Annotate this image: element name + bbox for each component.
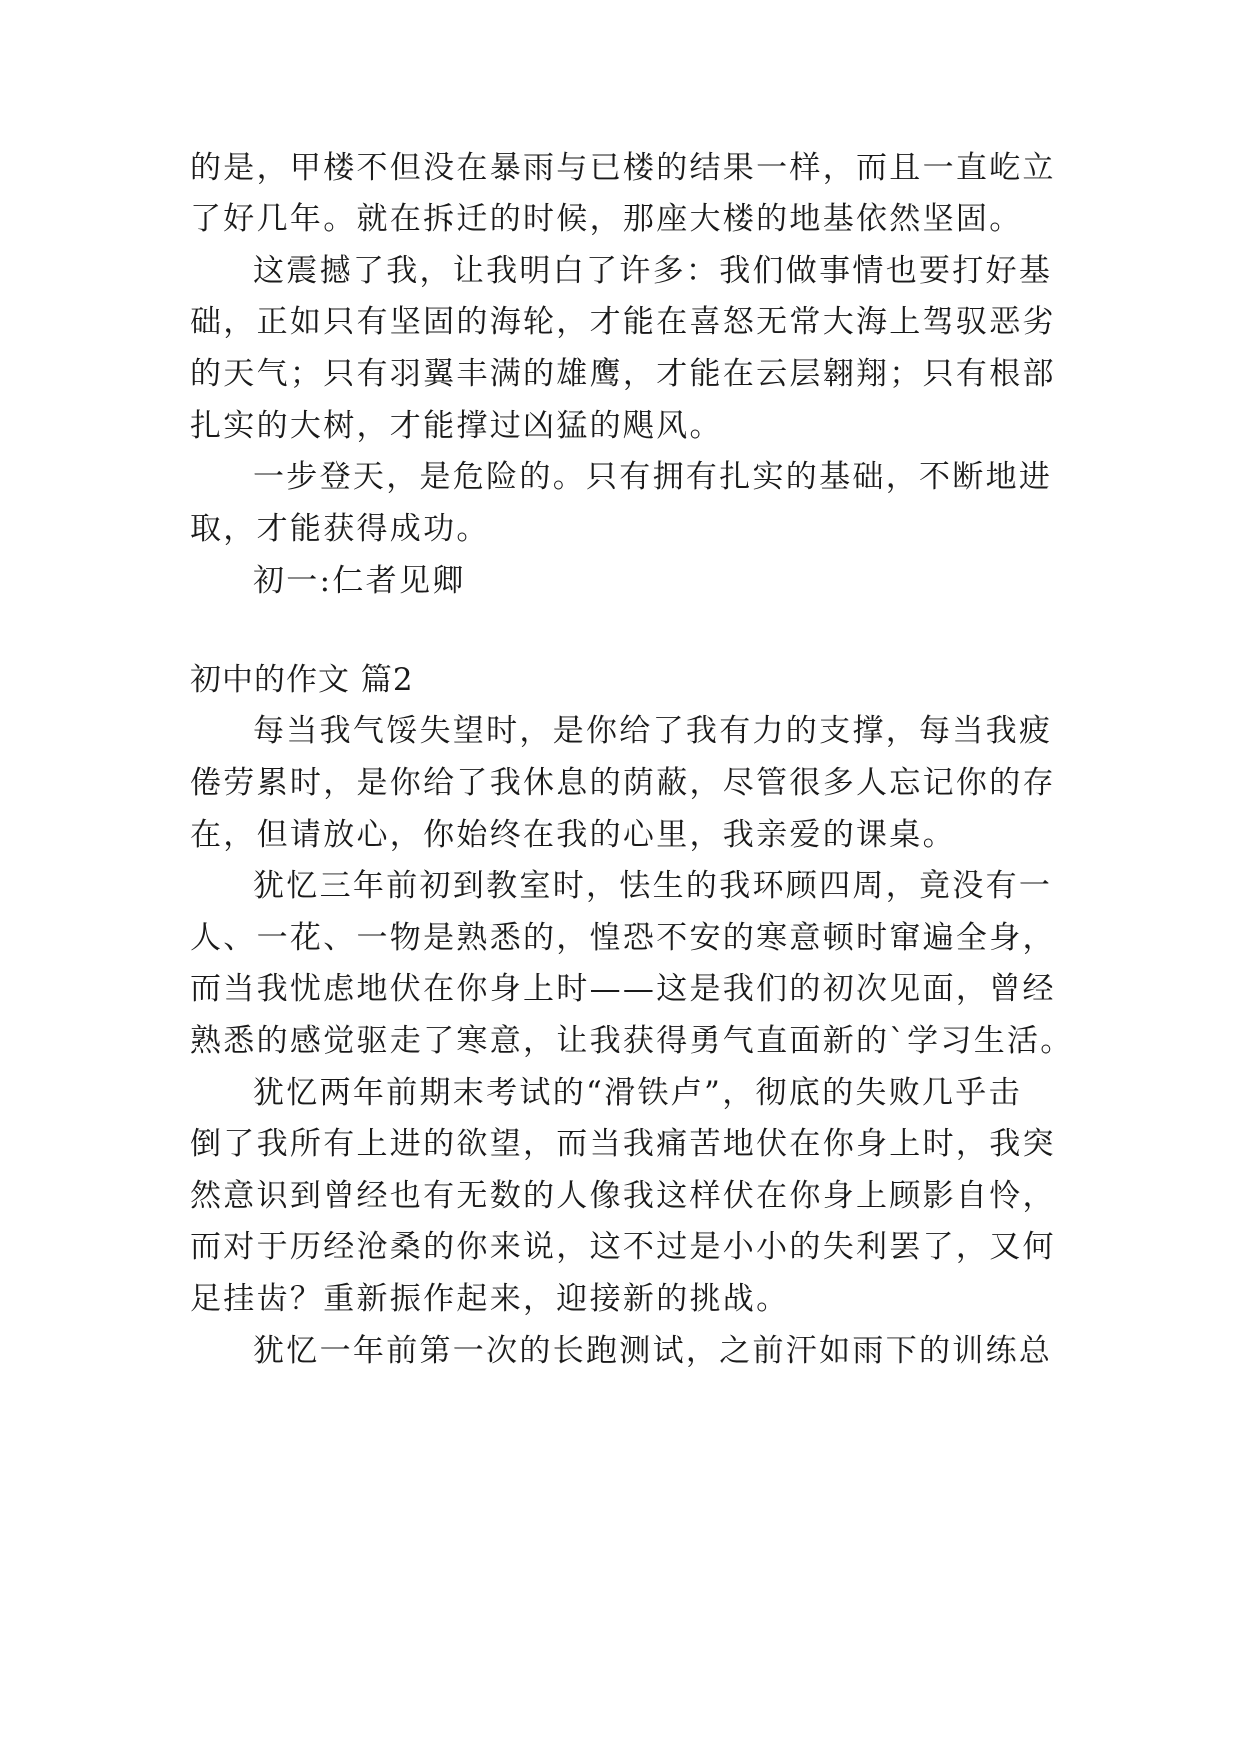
- paragraph-line: 犹忆一年前第一次的长跑测试，之前汗如雨下的训练总: [253, 1333, 1053, 1369]
- author-signature: 初一:仁者见卿: [253, 563, 466, 599]
- paragraph-line: 而对于历经沧桑的你来说，这不过是小小的失利罢了，又何: [190, 1229, 1056, 1265]
- paragraph-line: 在，但请放心，你始终在我的心里，我亲爱的课桌。: [190, 817, 956, 853]
- paragraph-line: 这震撼了我，让我明白了许多：我们做事情也要打好基: [253, 253, 1053, 289]
- paragraph-line: 足挂齿？重新振作起来，迎接新的挑战。: [190, 1281, 790, 1317]
- paragraph-line: 了好几年。就在拆迁的时候，那座大楼的地基依然坚固。: [190, 201, 1023, 237]
- paragraph-line: 一步登天，是危险的。只有拥有扎实的基础，不断地进: [253, 459, 1053, 495]
- paragraph-line: 取，才能获得成功。: [190, 511, 490, 547]
- section-heading: 初中的作文 篇2: [190, 662, 414, 698]
- paragraph-line: 熟悉的感觉驱走了寒意，让我获得勇气直面新的`学习生活。: [190, 1023, 1074, 1059]
- paragraph-line: 扎实的大树，才能撑过凶猛的飓风。: [190, 408, 723, 444]
- paragraph-line: 的天气；只有羽翼丰满的雄鹰，才能在云层翱翔；只有根部: [190, 356, 1056, 392]
- paragraph-line: 倒了我所有上进的欲望，而当我痛苦地伏在你身上时，我突: [190, 1126, 1056, 1162]
- paragraph-line: 犹忆三年前初到教室时，怯生的我环顾四周，竟没有一: [253, 868, 1053, 904]
- paragraph-line: 每当我气馁失望时，是你给了我有力的支撑，每当我疲: [253, 713, 1053, 749]
- paragraph-line: 犹忆两年前期末考试的“滑铁卢”，彻底的失败几乎击: [253, 1075, 1022, 1111]
- paragraph-line: 的是，甲楼不但没在暴雨与已楼的结果一样，而且一直屹立: [190, 150, 1056, 186]
- paragraph-line: 而当我忧虑地伏在你身上时——这是我们的初次见面，曾经: [190, 971, 1056, 1007]
- paragraph-line: 倦劳累时，是你给了我休息的荫蔽，尽管很多人忘记你的存: [190, 765, 1056, 801]
- paragraph-line: 然意识到曾经也有无数的人像我这样伏在你身上顾影自怜，: [190, 1178, 1056, 1214]
- paragraph-line: 人、一花、一物是熟悉的，惶恐不安的寒意顿时窜遍全身，: [190, 920, 1056, 956]
- paragraph-line: 础，正如只有坚固的海轮，才能在喜怒无常大海上驾驭恶劣: [190, 304, 1056, 340]
